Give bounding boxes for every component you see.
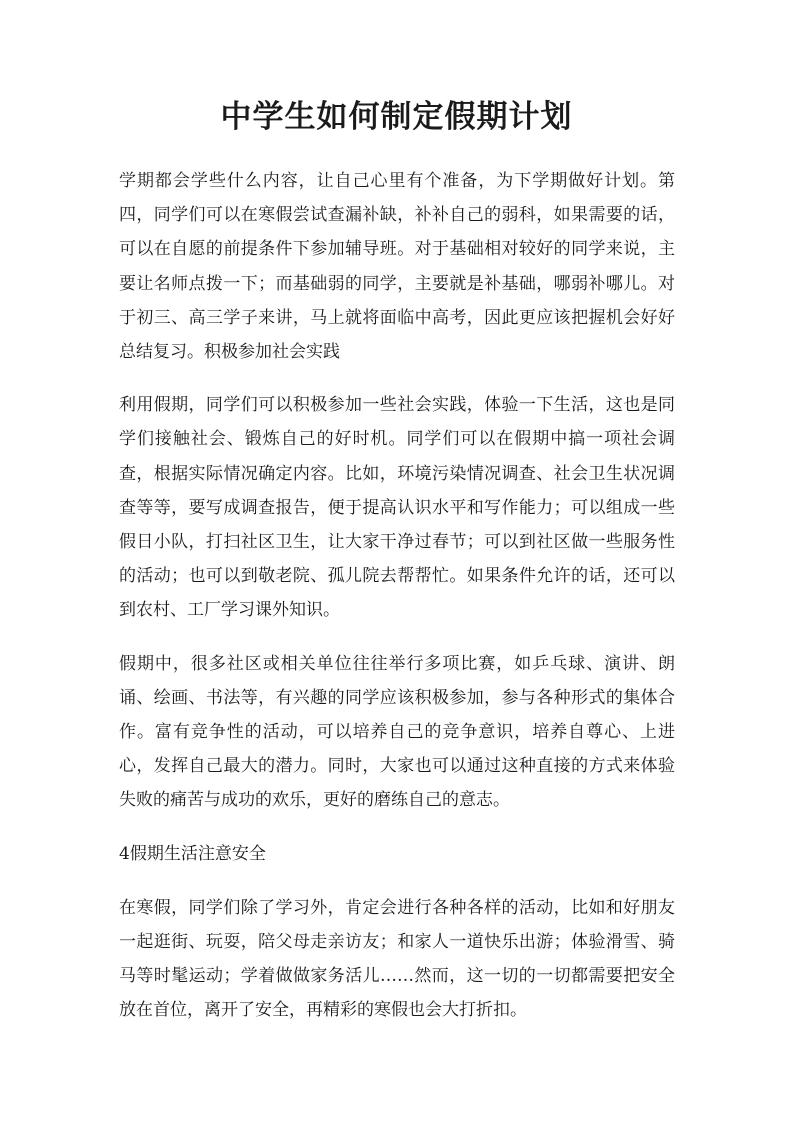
paragraph-review-plan: 学期都会学些什么内容，让自己心里有个准备，为下学期做好计划。第四，同学们可以在寒假尝试查漏补缺，补补自己的弱科，如果需要的话，可以在自愿的前提条件下参加辅导班。对于基础相对较好的同学来说，主要让名师点拨一下；而基础弱的同学，主要就是补基础，哪弱补哪儿。对于初三、高三学子来讲，马上就将面临中高考，因此更应该把握机会好好总结复习。积极参加社会实践 (119, 171, 675, 363)
document-title: 中学生如何制定假期计划 (220, 99, 573, 135)
section-heading-safety: 4假期生活注意安全 (119, 843, 266, 864)
paragraph-social-practice: 利用假期，同学们可以积极参加一些社会实践，体验一下生活，这也是同学们接触社会、锻炼自己的好时机。同学们可以在假期中搞一项社会调查，根据实际情况确定内容。比如，环境污染情况调查、社会卫生状况调查等等，要写成调查报告，便于提高认识水平和写作能力；可以组成一些假日小队，打扫社区卫生，让大家干净过春节；可以到社区做一些服务性的活动；也可以到敬老院、孤儿院去帮帮忙。如果条件允许的话，还可以到农村、工厂学习课外知识。 (119, 395, 675, 621)
document-body (119, 164, 675, 1047)
paragraph-competitions: 假期中，很多社区或相关单位往往举行多项比赛，如乒乓球、演讲、朗诵、绘画、书法等，有兴趣的同学应该积极参加，参与各种形式的集体合作。富有竞争性的活动，可以培养自己的竞争意识，培养自尊心、上进心，发挥自己最大的潜力。同时，大家也可以通过这种直接的方式来体验失败的痛苦与成功的欢乐，更好的磨练自己的意志。 (119, 653, 675, 811)
paragraph-safety: 在寒假，同学们除了学习外，肯定会进行各种各样的活动，比如和好朋友一起逛街、玩耍，陪父母走亲访友；和家人一道快乐出游；体验滑雪、骑马等时髦运动；学着做做家务活儿……然而，这一切的一切都需要把安全放在首位，离开了安全，再精彩的寒假也会大打折扣。 (119, 897, 675, 1021)
